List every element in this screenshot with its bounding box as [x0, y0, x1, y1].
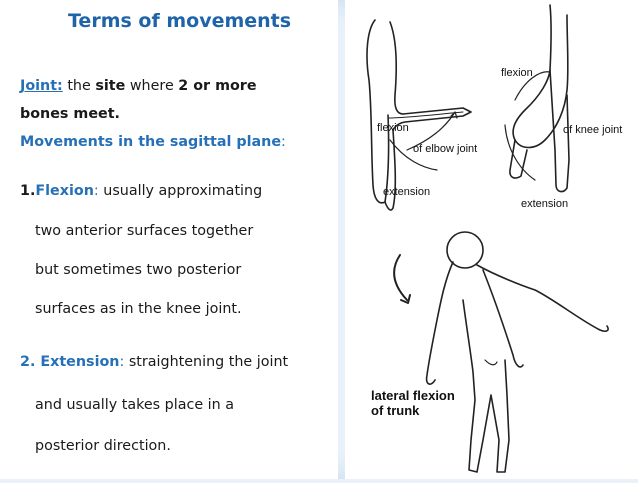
extension-line-3: posterior direction.	[35, 438, 171, 454]
label-knee-joint: of knee joint	[563, 124, 623, 136]
label-elbow-extension: extension	[383, 186, 431, 198]
joint-text-where: where	[125, 78, 179, 94]
label-trunk-line-1: lateral flexion	[371, 388, 455, 403]
flexion-line-1	[20, 183, 262, 199]
extension-line-2: and usually takes place in a	[35, 397, 234, 413]
sagittal-colon: :	[281, 134, 286, 150]
joint-site: site	[95, 78, 126, 94]
flexion-number: 1.	[20, 183, 36, 199]
sagittal-heading	[20, 134, 286, 150]
joint-definition	[20, 78, 257, 94]
flexion-line-3: but sometimes two posterior	[35, 262, 242, 278]
joint-definition-cont: bones meet.	[20, 106, 120, 122]
figure-panel	[345, 0, 638, 479]
joint-count: 2 or more	[178, 78, 257, 94]
label-elbow-joint: of elbow joint	[413, 143, 478, 155]
joint-term: Joint:	[20, 78, 63, 94]
flexion-line-4: surfaces as in the knee joint.	[35, 301, 242, 317]
trunk-figure	[427, 232, 609, 472]
flexion-text-1: usually approximating	[98, 183, 263, 199]
label-knee-flexion: flexion	[501, 67, 533, 79]
label-knee-extension: extension	[521, 198, 569, 210]
label-trunk-line-2: of trunk	[371, 403, 420, 418]
movement-illustration	[345, 0, 638, 479]
sagittal-heading-text: Movements in the sagittal plane	[20, 134, 282, 150]
trunk-flexion-arrow	[394, 255, 407, 300]
flexion-term: Flexion	[35, 183, 94, 199]
label-elbow-flexion: flexion	[377, 122, 409, 134]
slide-title: Terms of movements	[68, 10, 292, 32]
joint-text-the: the	[62, 78, 96, 94]
extension-text-1: straightening the joint	[124, 354, 289, 370]
flexion-line-2: two anterior surfaces together	[35, 223, 254, 239]
extension-colon: :	[119, 354, 125, 370]
extension-line-1	[20, 354, 288, 370]
extension-term: 2. Extension	[20, 354, 120, 370]
flexion-colon: :	[93, 183, 99, 199]
